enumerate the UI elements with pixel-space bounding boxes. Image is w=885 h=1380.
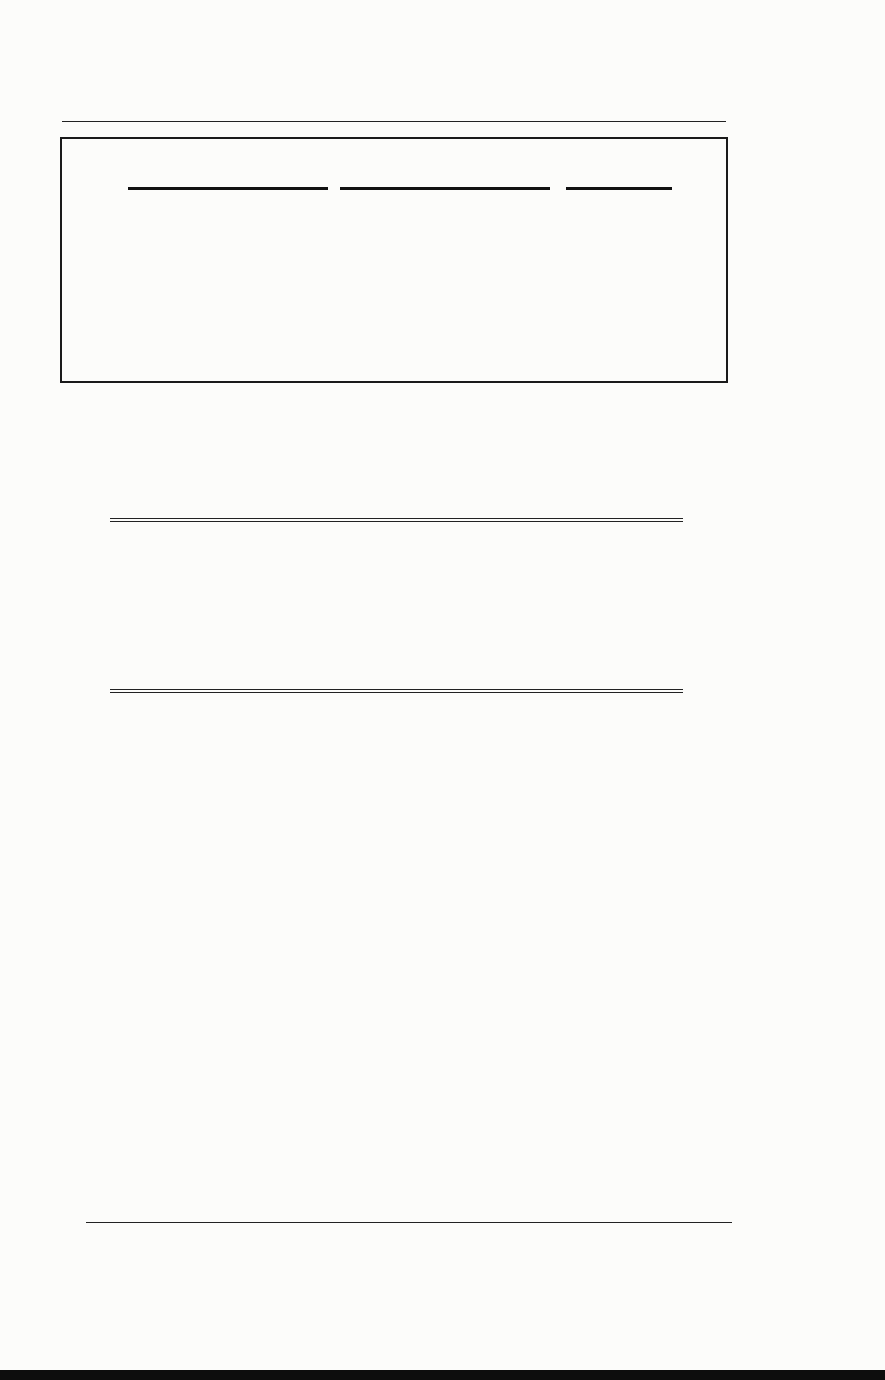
ad-box bbox=[60, 137, 728, 383]
ad-title-underline bbox=[566, 187, 672, 190]
ad-title-underline bbox=[340, 187, 550, 190]
footer-rule bbox=[86, 1222, 732, 1223]
ad-title-underline bbox=[128, 187, 328, 190]
scan-edge bbox=[0, 1370, 885, 1380]
double-rule bbox=[110, 689, 683, 693]
double-rule bbox=[110, 518, 683, 522]
header-rule bbox=[62, 121, 726, 122]
